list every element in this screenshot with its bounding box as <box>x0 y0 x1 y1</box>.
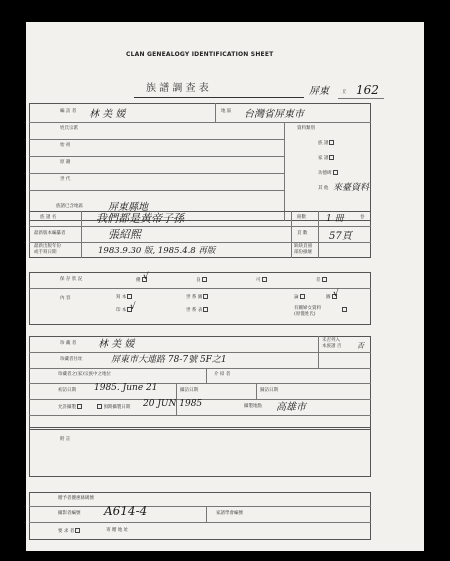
cond-poor: 差 <box>316 277 327 284</box>
good-check-mark: √ <box>143 272 149 282</box>
compiler-label: 最新版本編纂者 <box>34 231 66 236</box>
allow-label: 未否列入 本族譜 否 <box>322 338 342 349</box>
holder-label: 珍 藏 者 <box>60 341 77 346</box>
catalog-label: 攝影者編號 <box>58 511 81 516</box>
title-handwriting: 我們都是黃帝子孫 <box>96 212 184 225</box>
pages-handwriting: 57頁 <box>329 231 352 242</box>
compiler-handwriting: 張紹熙 <box>108 228 141 241</box>
note-label: 附 註 <box>60 437 71 442</box>
table-checkbox[interactable] <box>203 307 208 312</box>
c-table: 世 系 表 <box>186 307 208 314</box>
theory-checkbox[interactable] <box>300 294 305 299</box>
cond-good: 優 <box>136 277 147 284</box>
expected-handwriting: 20 JUN 1985 <box>143 399 203 409</box>
pub-label: 最新出版年份 或手寫日期 <box>34 244 61 255</box>
unit-label: 卷 <box>360 215 365 220</box>
opt-genealogy: 族 譜 <box>318 140 334 147</box>
c-women: 有關婦女資料 (原僅姓氏) <box>294 306 321 317</box>
c-dist: 圖 <box>326 294 337 301</box>
pub-handwriting: 1983.9.30 版, 1985.4.8 再版 <box>98 246 216 256</box>
migration-label: 族譜已含地區 <box>56 204 83 209</box>
title-underline <box>134 97 304 98</box>
poor-checkbox[interactable] <box>322 277 327 282</box>
content-label: 內 容 <box>60 296 71 301</box>
clan-place-label: 珍藏者之(家)宗族中之地位 <box>58 372 112 377</box>
expected-label: 預期攝製日期 <box>96 404 130 411</box>
c-write: 寫 本 <box>116 294 132 301</box>
region-handwriting: 屏東 <box>309 86 329 97</box>
introducer-label: 介 紹 者 <box>214 372 231 377</box>
type-label: 資料類別 <box>297 126 315 131</box>
print-check-mark: √ <box>130 302 136 312</box>
opt-motive: 功德碑 <box>318 170 338 177</box>
vol-label: 冊數 <box>297 215 306 220</box>
women-checkbox[interactable] <box>342 307 347 312</box>
return-label: 歸訪日期 <box>260 388 278 393</box>
mail-label: 寄 贈 地 址 <box>106 528 129 533</box>
condition-label: 保 存 狀 況 <box>60 277 83 282</box>
number-underline <box>338 98 384 99</box>
holder-addr-label: 珍藏者住址 <box>60 357 83 362</box>
number-prefix: 丘 <box>342 90 347 95</box>
surname-label: 姓氏宗派 <box>60 126 78 131</box>
first-date-label: 初訪日期 <box>58 388 76 393</box>
title-label: 族 譜 名 <box>40 215 57 220</box>
family-checkbox[interactable] <box>329 155 334 160</box>
dist-check-mark: √ <box>333 289 339 299</box>
migration-handwriting: 屏東縣地 <box>108 202 148 213</box>
first-date-handwriting: 1985. June 21 <box>94 383 158 393</box>
photo-date-label: 攝訪日期 <box>180 388 198 393</box>
holder-handwriting: 林 美 媛 <box>98 339 135 350</box>
other-handwriting: 來臺資料 <box>333 183 370 193</box>
opt-family: 家 譜 <box>318 155 334 162</box>
fair-checkbox[interactable] <box>202 277 207 282</box>
allow-handwriting: 否 <box>357 342 364 350</box>
holder-addr-handwriting: 屏東市大連路 78-7號 5F之1 <box>111 355 227 365</box>
request-label: 要 求 者 <box>58 528 80 535</box>
sheet-title: CLAN GENEALOGY IDENTIFICATION SHEET <box>126 51 274 58</box>
ancestor-label: 始 祖 <box>60 143 71 148</box>
generation-label: 世 代 <box>60 177 71 182</box>
c-print: 印 本 <box>116 307 132 314</box>
opt-other: 其 他 <box>318 186 329 191</box>
genealogy-sheet <box>26 22 424 551</box>
permit-label: 允許攝製 <box>58 404 82 411</box>
address-handwriting: 台灣省屏東市 <box>244 109 304 120</box>
donor-label: 贈予者優惠條碼號 <box>58 496 94 501</box>
tree-checkbox[interactable] <box>203 294 208 299</box>
address-label: 地 區 <box>221 109 232 114</box>
owner-label: 編 訪 者 <box>60 109 77 114</box>
cond-ok: 可 <box>256 277 267 284</box>
ok-checkbox[interactable] <box>262 277 267 282</box>
catalog-handwriting: A614-4 <box>104 504 148 518</box>
film-place-label: 攝製地點 <box>244 404 262 409</box>
permit-checkbox[interactable] <box>77 404 82 409</box>
pages-label: 頁 數 <box>297 231 308 236</box>
request-checkbox[interactable] <box>75 528 80 533</box>
owner-handwriting: 林 美 媛 <box>89 109 126 120</box>
motive-checkbox[interactable] <box>333 170 338 175</box>
form-title: 族 譜 調 查 表 <box>146 83 209 94</box>
origin-label: 原 籍 <box>60 160 71 165</box>
film-place-handwriting: 高雄市 <box>276 402 306 413</box>
c-theory: 論 <box>294 294 305 301</box>
missing-label: 缺缺頁冊 部份損壞 <box>294 244 312 255</box>
write-checkbox[interactable] <box>127 294 132 299</box>
archive-label: 家譜學會編號 <box>216 511 243 516</box>
section-notes <box>29 427 371 477</box>
c-tree: 世 系 圖 <box>186 294 208 301</box>
expected-checkbox[interactable] <box>97 404 102 409</box>
cond-fair: 良 <box>196 277 207 284</box>
number-handwriting: 162 <box>356 83 379 97</box>
genealogy-checkbox[interactable] <box>329 140 334 145</box>
vol-handwriting: 1 冊 <box>326 214 344 224</box>
